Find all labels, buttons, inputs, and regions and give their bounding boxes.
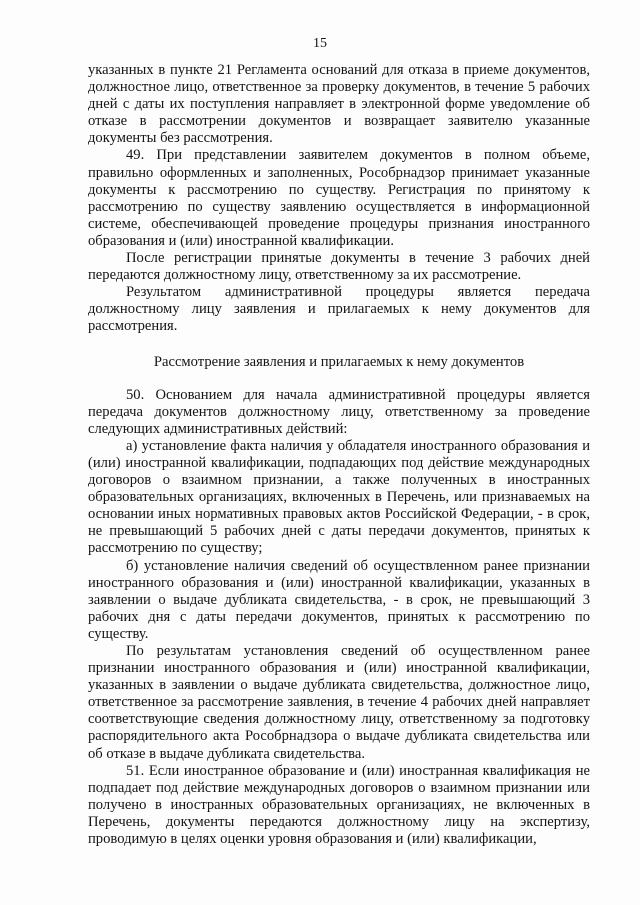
paragraph: 50. Основанием для начала административной процедуры является передача документов должностному лицу, ответственному за проведение следующих административных действий: (88, 386, 590, 437)
page-number: 15 (313, 36, 327, 51)
paragraph: После регистрации принятые документы в течение 3 рабочих дней передаются должностному лицу, ответственному за их рассмотрение. (88, 250, 590, 284)
paragraph: По результатам установления сведений об осуществленном ранее признании иностранного образования и (или) иностранной квалификации, указанных в заявлении о выдаче дубликата свидетельства, должностное лицо, ответственное за рассмотрение заявления, в течение 4 рабочих дней направляет соответствующие сведения должностному лицу, ответственному за подготовку распорядительного акта Рособрнадзора о выдаче дубликата свидетельства или об отказе в выдаче дубликата свидетельства. (88, 643, 590, 762)
paragraph: Результатом административной процедуры является передача должностному лицу заявления и прилагаемых к нему документов для рассмотрения. (88, 284, 590, 335)
document-body (88, 62, 590, 848)
paragraph: б) установление наличия сведений об осуществленном ранее признании иностранного образования и (или) иностранной квалификации, указанных в заявлении о выдаче дубликата свидетельства, - в срок, не превышающий 3 рабочих дня с даты передачи документов, принятых к рассмотрению по существу. (88, 557, 590, 642)
paragraph: 49. При представлении заявителем документов в полном объеме, правильно оформленных и заполненных, Рособрнадзор принимает указанные документы к рассмотрению по существу. Регистрация по принятому к рассмотрению по существу заявлению осуществляется в информационной системе, обеспечивающей проведение процедуры признания иностранного образования и (или) иностранной квалификации. (88, 147, 590, 249)
paragraph: указанных в пункте 21 Регламента оснований для отказа в приеме документов, должностное лицо, ответственное за проверку документов, в течение 5 рабочих дней с даты их поступления направляет в электронной форме уведомление об отказе в рассмотрении документов и возвращает заявителю указанные документы без рассмотрения. (88, 62, 590, 147)
paragraph: а) установление факта наличия у обладателя иностранного образования и (или) иностранной квалификации, подпадающих под действие международных договоров о взаимном признании, а также полученных в иностранных образовательных организациях, включенных в Перечень, или признаваемых на основании иных нормативных правовых актов Российской Федерации, - в срок, не превышающий 5 рабочих дней с даты передачи документов, принятых к рассмотрению по существу; (88, 437, 590, 557)
section-heading: Рассмотрение заявления и прилагаемых к нему документов (153, 353, 525, 370)
paragraph: 51. Если иностранное образование и (или) иностранная квалификация не подпадает под действие международных договоров о взаимном признании или получено в иностранных образовательных организациях, не включенных в Перечень, документы передаются должностному лицу на экспертизу, проводимую в целях оценки уровня образования и (или) квалификации, (88, 762, 590, 848)
